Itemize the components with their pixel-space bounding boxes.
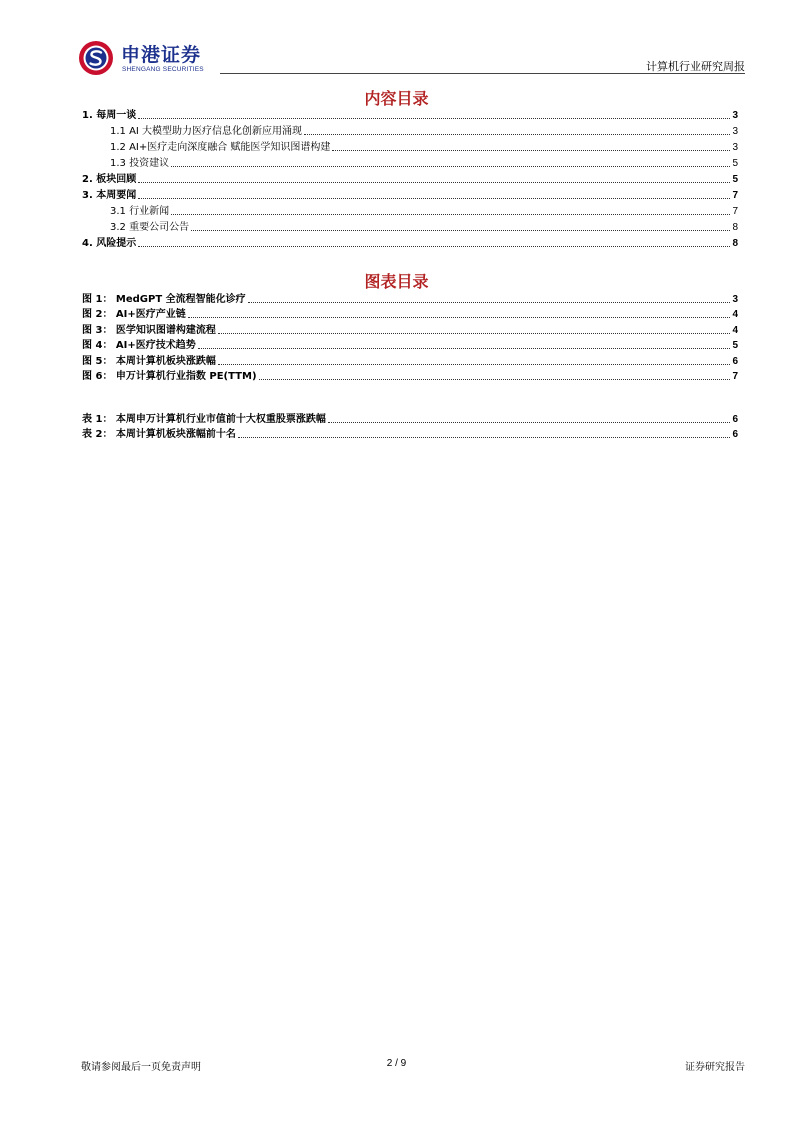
toc-leader (171, 214, 730, 215)
toc-entry-label: 3.2 重要公司公告 (110, 222, 190, 233)
toc-leader (218, 364, 731, 365)
contents-list (82, 106, 738, 250)
figure-entry[interactable] (82, 306, 738, 322)
toc-entry[interactable] (82, 186, 738, 202)
toc-leader (238, 437, 731, 438)
figure-entry-label: 图 5： 本周计算机板块涨跌幅 (82, 355, 216, 367)
figure-entry[interactable] (82, 337, 738, 353)
figure-entry[interactable] (82, 321, 738, 337)
tables-list (82, 410, 738, 441)
toc-entry-label: 1.3 投资建议 (110, 158, 170, 169)
table-entry-page: 6 (732, 429, 738, 440)
figure-entry[interactable] (82, 352, 738, 368)
figure-entry-label: 图 4： AI+医疗技术趋势 (82, 340, 196, 351)
toc-leader (332, 150, 730, 151)
toc-entry[interactable] (82, 202, 738, 218)
footer-page-number: 2 / 9 (386, 1058, 407, 1069)
toc-leader (171, 166, 730, 167)
toc-leader (138, 198, 730, 199)
toc-leader (259, 379, 731, 380)
figure-entry-page: 6 (732, 355, 738, 367)
toc-entry-label: 2. 板块回顾 (82, 174, 137, 185)
toc-entry-label: 3.1 行业新闻 (110, 206, 170, 217)
toc-entry-label: 1.2 AI+医疗走向深度融合 赋能医学知识图谱构建 (110, 142, 331, 153)
table-entry-label: 表 1： 本周申万计算机行业市值前十大权重股票涨跌幅 (82, 413, 326, 425)
toc-entry[interactable] (82, 170, 738, 186)
toc-entry-page: 8 (732, 222, 738, 233)
toc-entry[interactable] (82, 138, 738, 154)
figure-entry-page: 4 (732, 324, 738, 336)
report-type-title: 计算机行业研究周报 (646, 60, 745, 73)
toc-entry[interactable] (82, 154, 738, 170)
toc-leader (328, 422, 731, 423)
toc-leader (138, 182, 730, 183)
figure-entry-label: 图 6： 申万计算机行业指数 PE(TTM) (82, 371, 257, 382)
toc-leader (218, 333, 731, 334)
toc-entry-label: 1.1 AI 大模型助力医疗信息化创新应用涌现 (110, 126, 303, 137)
toc-entry[interactable] (82, 218, 738, 234)
toc-entry[interactable] (82, 234, 738, 250)
figure-entry-label: 图 2： AI+医疗产业链 (82, 309, 186, 320)
footer-disclaimer: 敬请参阅最后一页免责声明 (81, 1062, 201, 1073)
logo-chinese-name: 申港证券 (121, 44, 202, 66)
figure-entry-page: 5 (732, 340, 738, 351)
company-logo-icon (78, 40, 114, 76)
toc-entry-page: 7 (732, 190, 738, 201)
table-entry-page: 6 (732, 413, 738, 425)
figures-title: 图表目录 (364, 272, 429, 291)
figure-entry-page: 7 (732, 371, 738, 382)
toc-leader (198, 348, 731, 349)
figure-entry[interactable] (82, 290, 738, 306)
toc-leader (138, 118, 730, 119)
toc-entry[interactable] (82, 122, 738, 138)
table-entry[interactable] (82, 410, 738, 426)
toc-entry-page: 5 (732, 158, 738, 169)
toc-entry-label: 3. 本周要闻 (82, 190, 137, 201)
toc-entry-label: 1. 每周一谈 (82, 110, 137, 121)
toc-entry-page: 3 (732, 142, 738, 153)
toc-leader (191, 230, 730, 231)
toc-entry-label: 4. 风险提示 (82, 238, 137, 249)
table-entry-label: 表 2： 本周计算机板块涨幅前十名 (82, 429, 236, 440)
toc-entry[interactable] (82, 106, 738, 122)
toc-leader (248, 302, 731, 303)
toc-leader (188, 317, 731, 318)
table-entry[interactable] (82, 426, 738, 442)
footer-report-label: 证券研究报告 (685, 1062, 745, 1073)
toc-leader (304, 134, 730, 135)
toc-leader (138, 246, 730, 247)
figure-entry-label: 图 1： MedGPT 全流程智能化诊疗 (82, 293, 246, 305)
toc-entry-page: 5 (732, 174, 738, 185)
toc-entry-page: 3 (732, 110, 738, 121)
figure-entry-label: 图 3： 医学知识图谱构建流程 (82, 324, 216, 336)
toc-entry-page: 7 (732, 206, 738, 217)
contents-title: 内容目录 (364, 89, 429, 108)
logo-english-name: SHENGANG SECURITIES (122, 66, 204, 73)
figure-entry-page: 4 (732, 309, 738, 320)
header-divider (220, 73, 745, 74)
page-header (0, 0, 793, 80)
toc-entry-page: 3 (732, 126, 738, 137)
figure-entry-page: 3 (732, 293, 738, 305)
toc-entry-page: 8 (732, 238, 738, 249)
figures-list (82, 290, 738, 383)
figure-entry[interactable] (82, 368, 738, 384)
